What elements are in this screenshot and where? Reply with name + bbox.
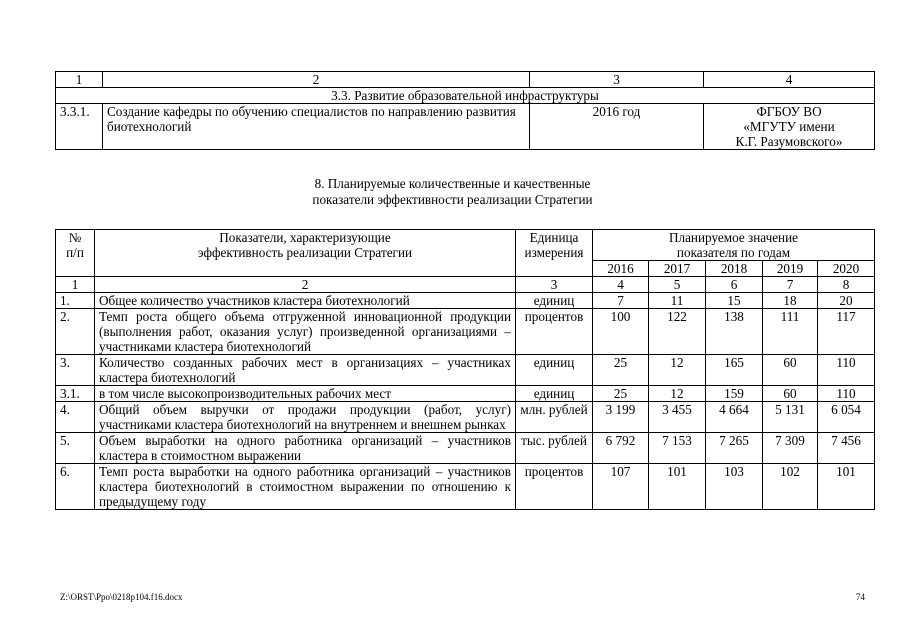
row-value: 111 [763, 309, 818, 355]
row-indicator: Общий объем выручки от продажи продукции (работ, услуг) участниками кластера биотехнологий на внутреннем и внешнем рынках [95, 402, 516, 433]
row-indicator: Объем выработки на одного работника организаций – участников кластера в стоимостном выражении [95, 433, 516, 464]
header-line: измерения [524, 245, 584, 260]
row-value: 102 [763, 464, 818, 510]
row-value: 117 [818, 309, 875, 355]
header-line: эффективность реализации Стратегии [197, 245, 413, 260]
table-row [56, 386, 875, 402]
row-value: 5 131 [763, 402, 818, 433]
row-value: 103 [706, 464, 763, 510]
row-value: 4 664 [706, 402, 763, 433]
year-cell: 2019 [763, 261, 818, 277]
column-number: 1 [56, 277, 95, 293]
year-cell: 2020 [818, 261, 875, 277]
row-value: 7 265 [706, 433, 763, 464]
row-value: 7 309 [763, 433, 818, 464]
header-number [56, 230, 95, 277]
column-number: 7 [763, 277, 818, 293]
header-indicator [95, 230, 516, 277]
column-number: 6 [706, 277, 763, 293]
section-title: 3.3. Развитие образовательной инфраструктуры [56, 88, 875, 104]
row-value: 6 054 [818, 402, 875, 433]
column-number-row [56, 277, 875, 293]
row-value: 138 [706, 309, 763, 355]
row-value: 12 [649, 386, 706, 402]
row-value: 165 [706, 355, 763, 386]
header-line: Показатели, характеризующие [219, 230, 391, 245]
year-cell: 2018 [706, 261, 763, 277]
row-indicator: Количество созданных рабочих мест в организациях – участниках кластера биотехнологий [95, 355, 516, 386]
column-number: 3 [516, 277, 593, 293]
section-row [56, 88, 875, 104]
row-value: 110 [818, 355, 875, 386]
row-value: 60 [763, 386, 818, 402]
column-number: 8 [818, 277, 875, 293]
row-value: 7 [593, 293, 649, 309]
row-organization [704, 104, 875, 150]
year-cell: 2017 [649, 261, 706, 277]
header-row [56, 230, 875, 261]
row-value: 101 [649, 464, 706, 510]
row-value: 110 [818, 386, 875, 402]
row-year: 2016 год [530, 104, 704, 150]
infrastructure-table [55, 71, 875, 150]
row-unit: единиц [516, 293, 593, 309]
page-number: 74 [856, 592, 865, 602]
row-value: 159 [706, 386, 763, 402]
row-value: 60 [763, 355, 818, 386]
row-value: 11 [649, 293, 706, 309]
header-planned [593, 230, 875, 261]
row-value: 15 [706, 293, 763, 309]
header-unit [516, 230, 593, 277]
row-number: 3. [56, 355, 95, 386]
org-line: ФГБОУ ВО [756, 104, 822, 119]
row-unit: процентов [516, 464, 593, 510]
table-row [56, 355, 875, 386]
section-heading [0, 176, 905, 208]
row-number: 3.3.1. [56, 104, 103, 150]
table-row [56, 309, 875, 355]
row-text: Создание кафедры по обучению специалистов по направлению развития биотехнологий [103, 104, 530, 150]
row-value: 100 [593, 309, 649, 355]
row-indicator: Общее количество участников кластера биотехнологий [95, 293, 516, 309]
header-line: показателя по годам [676, 245, 791, 260]
row-number: 2. [56, 309, 95, 355]
column-number: 5 [649, 277, 706, 293]
row-value: 12 [649, 355, 706, 386]
table-row [56, 464, 875, 510]
row-value: 20 [818, 293, 875, 309]
year-cell: 2016 [593, 261, 649, 277]
row-number: 1. [56, 293, 95, 309]
column-number: 3 [530, 72, 704, 88]
row-value: 3 455 [649, 402, 706, 433]
heading-line: 8. Планируемые количественные и качественные [314, 176, 591, 191]
column-number: 2 [95, 277, 516, 293]
row-number: 6. [56, 464, 95, 510]
org-line: К.Г. Разумовского» [735, 134, 843, 149]
table-row [56, 433, 875, 464]
org-line: «МГУТУ имени [743, 119, 835, 134]
table-row [56, 402, 875, 433]
header-line: п/п [66, 245, 84, 260]
header-line: Единица [529, 230, 579, 245]
row-number: 4. [56, 402, 95, 433]
row-value: 7 456 [818, 433, 875, 464]
row-value: 18 [763, 293, 818, 309]
row-number: 3.1. [56, 386, 95, 402]
row-indicator: Темп роста общего объема отгруженной инновационной продукции (выполнения работ, оказания услуг) произведенной организациями – участниками кластера биотехнологий [95, 309, 516, 355]
row-value: 122 [649, 309, 706, 355]
row-unit: процентов [516, 309, 593, 355]
indicators-table [55, 229, 875, 510]
row-value: 7 153 [649, 433, 706, 464]
row-unit: единиц [516, 386, 593, 402]
header-line: Планируемое значение [668, 230, 799, 245]
row-value: 25 [593, 355, 649, 386]
row-indicator: Темп роста выработки на одного работника организаций – участников кластера биотехнологий в стоимостном выражении по отношению к предыдущему году [95, 464, 516, 510]
column-number: 1 [56, 72, 103, 88]
row-unit: единиц [516, 355, 593, 386]
row-unit: млн. рублей [516, 402, 593, 433]
row-value: 3 199 [593, 402, 649, 433]
header-line: № [68, 230, 82, 245]
column-number: 4 [704, 72, 875, 88]
file-path: Z:\ORST\Ppo\0218p104.f16.docx [60, 592, 183, 602]
column-number-row [56, 72, 875, 88]
row-value: 6 792 [593, 433, 649, 464]
table-row [56, 104, 875, 150]
column-number: 2 [103, 72, 530, 88]
table-row [56, 293, 875, 309]
row-unit: тыс. рублей [516, 433, 593, 464]
row-value: 25 [593, 386, 649, 402]
column-number: 4 [593, 277, 649, 293]
row-indicator: в том числе высокопроизводительных рабочих мест [95, 386, 516, 402]
row-value: 101 [818, 464, 875, 510]
row-value: 107 [593, 464, 649, 510]
heading-line: показатели эффективности реализации Стратегии [312, 192, 593, 207]
row-number: 5. [56, 433, 95, 464]
